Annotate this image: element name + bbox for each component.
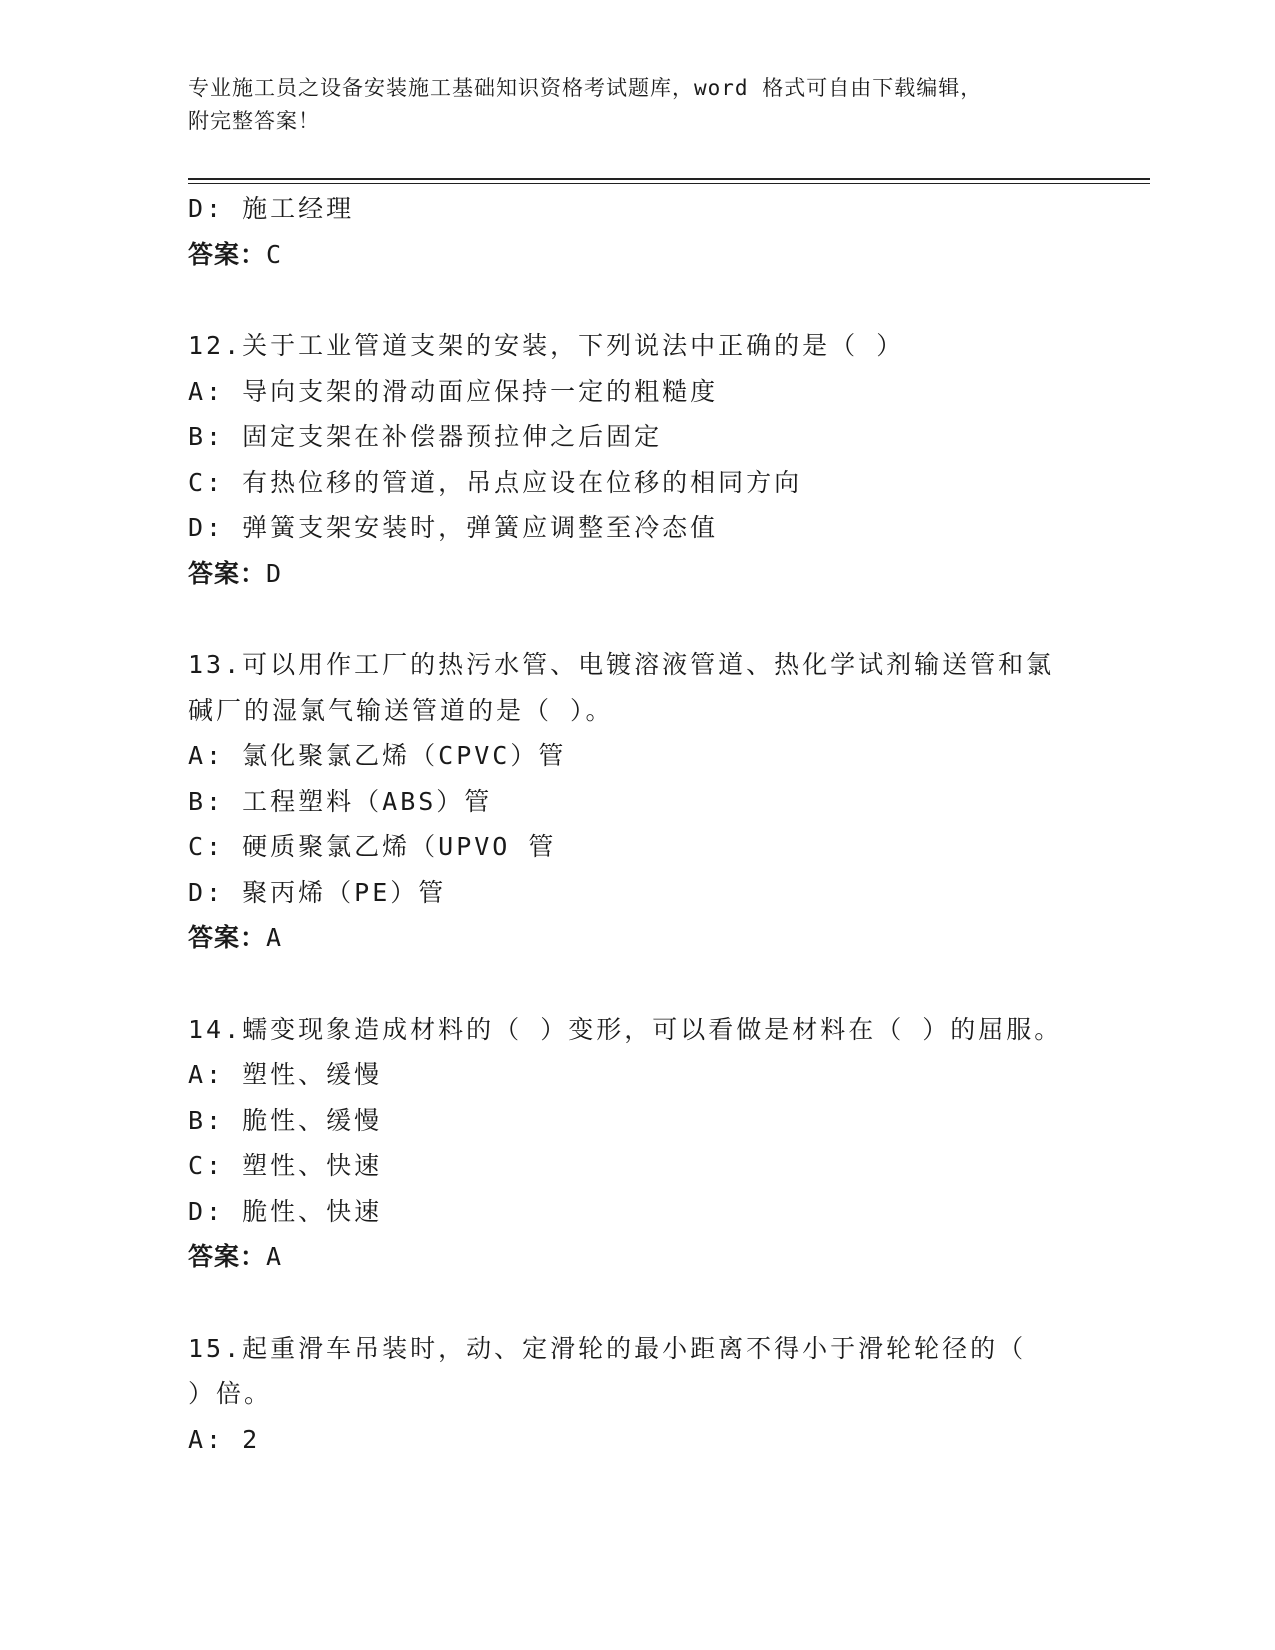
answer-value: C <box>266 239 283 269</box>
q13-stem-line-1: 13.可以用作工厂的热污水管、电镀溶液管道、热化学试剂输送管和氯 <box>188 650 1055 679</box>
prev-option-d: D: 施工经理 <box>188 194 355 223</box>
header-line-2: 附完整答案！ <box>188 109 320 133</box>
q13-option-b: B: 工程塑料（ABS）管 <box>188 786 493 816</box>
q14-option-a: A: 塑性、缓慢 <box>188 1060 383 1089</box>
q15-stem-line-2: ）倍。 <box>188 1379 273 1408</box>
q12-stem: 12.关于工业管道支架的安装，下列说法中正确的是（ ） <box>188 331 905 360</box>
answer-value: D <box>266 558 283 588</box>
q12-option-a: A: 导向支架的滑动面应保持一定的粗糙度 <box>188 376 719 406</box>
q12-option-d: D: 弹簧支架安装时，弹簧应调整至冷态值 <box>188 513 719 542</box>
q13-option-c: C: 硬质聚氯乙烯（UPVO 管 <box>188 832 557 861</box>
q14-answer <box>188 1234 1088 1280</box>
q12-answer <box>188 551 1088 597</box>
q12-option-c: C: 有热位移的管道，吊点应设在位移的相同方向 <box>188 467 803 497</box>
question-gap <box>188 596 1088 642</box>
answer-label: 答案： <box>188 923 267 952</box>
question-gap <box>188 961 1088 1007</box>
answer-value: A <box>266 1242 283 1271</box>
q13-option-a: A: 氯化聚氯乙烯（CPVC）管 <box>188 741 567 770</box>
question-gap <box>188 1280 1088 1326</box>
answer-value: A <box>266 923 283 952</box>
answer-label: 答案： <box>188 558 267 588</box>
q15-stem-line-1: 15.起重滑车吊装时，动、定滑轮的最小距离不得小于滑轮轮径的（ <box>188 1333 1027 1363</box>
question-list <box>188 186 1088 1462</box>
prev-answer <box>188 232 1088 278</box>
header-line-1: 专业施工员之设备安装施工基础知识资格考试题库，word 格式可自由下载编辑， <box>188 76 983 100</box>
q14-stem: 14.蠕变现象造成材料的（ ）变形，可以看做是材料在（ ）的屈服。 <box>188 1014 1063 1044</box>
answer-label: 答案： <box>188 239 267 269</box>
q13-option-d: D: 聚丙烯（PE）管 <box>188 877 447 907</box>
q13-answer <box>188 915 1088 961</box>
q13-stem-line-2: 碱厂的湿氯气输送管道的是（ ）。 <box>188 695 614 725</box>
q15-option-a: A: 2 <box>188 1424 261 1454</box>
answer-label: 答案： <box>188 1242 267 1271</box>
q14-option-d: D: 脆性、快速 <box>188 1196 383 1226</box>
question-gap <box>188 277 1088 323</box>
q12-option-b: B: 固定支架在补偿器预拉伸之后固定 <box>188 422 663 451</box>
header-divider-thin <box>188 183 1150 184</box>
q14-option-c: C: 塑性、快速 <box>188 1151 383 1180</box>
q14-option-b: B: 脆性、缓慢 <box>188 1105 383 1135</box>
header-divider-thick <box>188 178 1150 180</box>
document-header <box>188 72 1088 138</box>
